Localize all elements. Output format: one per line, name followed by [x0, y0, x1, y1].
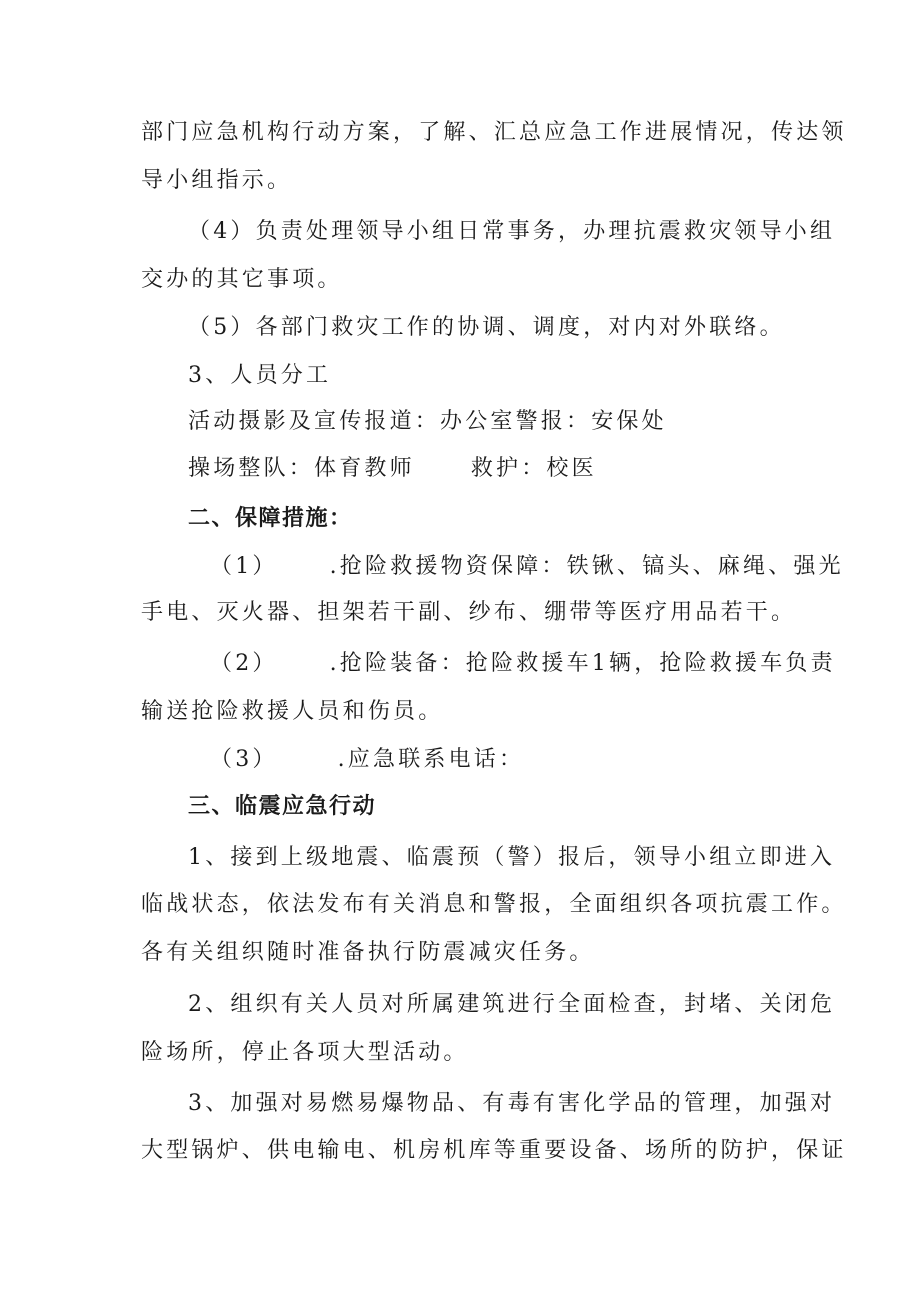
paragraph-line: 2、组织有关人员对所属建筑进行全面检查，封堵、关闭危 — [188, 992, 836, 1017]
measure-number: （3） — [210, 747, 278, 772]
measure-text: .抢险救援物资保障：铁锹、镐头、麻绳、强光 — [329, 554, 844, 579]
paragraph-line: 输送抢险救援人员和伤员。 — [141, 699, 444, 724]
assignment-left: 操场整队：体育教师 — [188, 456, 415, 481]
paragraph-line: 大型锅炉、供电输电、机房机库等重要设备、场所的防护，保证 — [141, 1138, 847, 1163]
measure-line — [210, 745, 524, 775]
measure-text: .抢险装备：抢险救援车1辆，抢险救援车负责 — [329, 651, 836, 676]
measure-line — [210, 649, 836, 679]
measure-number: （1） — [210, 554, 278, 579]
assignment-row: 活动摄影及宣传报道：办公室警报：安保处 — [188, 409, 667, 434]
paragraph-line: 各有关组织随时准备执行防震减灾任务。 — [141, 940, 595, 965]
paragraph-line: 险场所，停止各项大型活动。 — [141, 1040, 469, 1065]
heading-section-3: 三、临震应急行动 — [188, 794, 377, 819]
paragraph-line: 部门应急机构行动方案，了解、汇总应急工作进展情况，传达领 — [141, 120, 847, 145]
heading-section-2: 二、保障措施： — [188, 506, 353, 531]
measure-number: （2） — [210, 651, 278, 676]
paragraph-line: 3、加强对易燃易爆物品、有毒有害化学品的管理，加强对 — [188, 1091, 836, 1116]
assignment-right: 救护：校医 — [470, 456, 597, 481]
paragraph-line: 交办的其它事项。 — [141, 267, 343, 292]
measure-text: .应急联系电话： — [337, 747, 525, 772]
paragraph-line: 导小组指示。 — [141, 168, 293, 193]
paragraph-line: 临战状态，依法发布有关消息和警报，全面组织各项抗震工作。 — [141, 892, 847, 917]
assignment-row — [188, 454, 597, 484]
paragraph-line: （5）各部门救灾工作的协调、调度，对内对外联络。 — [188, 315, 785, 340]
paragraph-line: 手电、灭火器、担架若干副、纱布、绷带等医疗用品若干。 — [141, 600, 797, 625]
paragraph-line: 1、接到上级地震、临震预（警）报后，领导小组立即进入 — [188, 845, 836, 870]
section-title: 3、人员分工 — [188, 363, 332, 388]
paragraph-line: （4）负责处理领导小组日常事务，办理抗震救灾领导小组 — [188, 219, 836, 244]
measure-line — [210, 552, 844, 582]
